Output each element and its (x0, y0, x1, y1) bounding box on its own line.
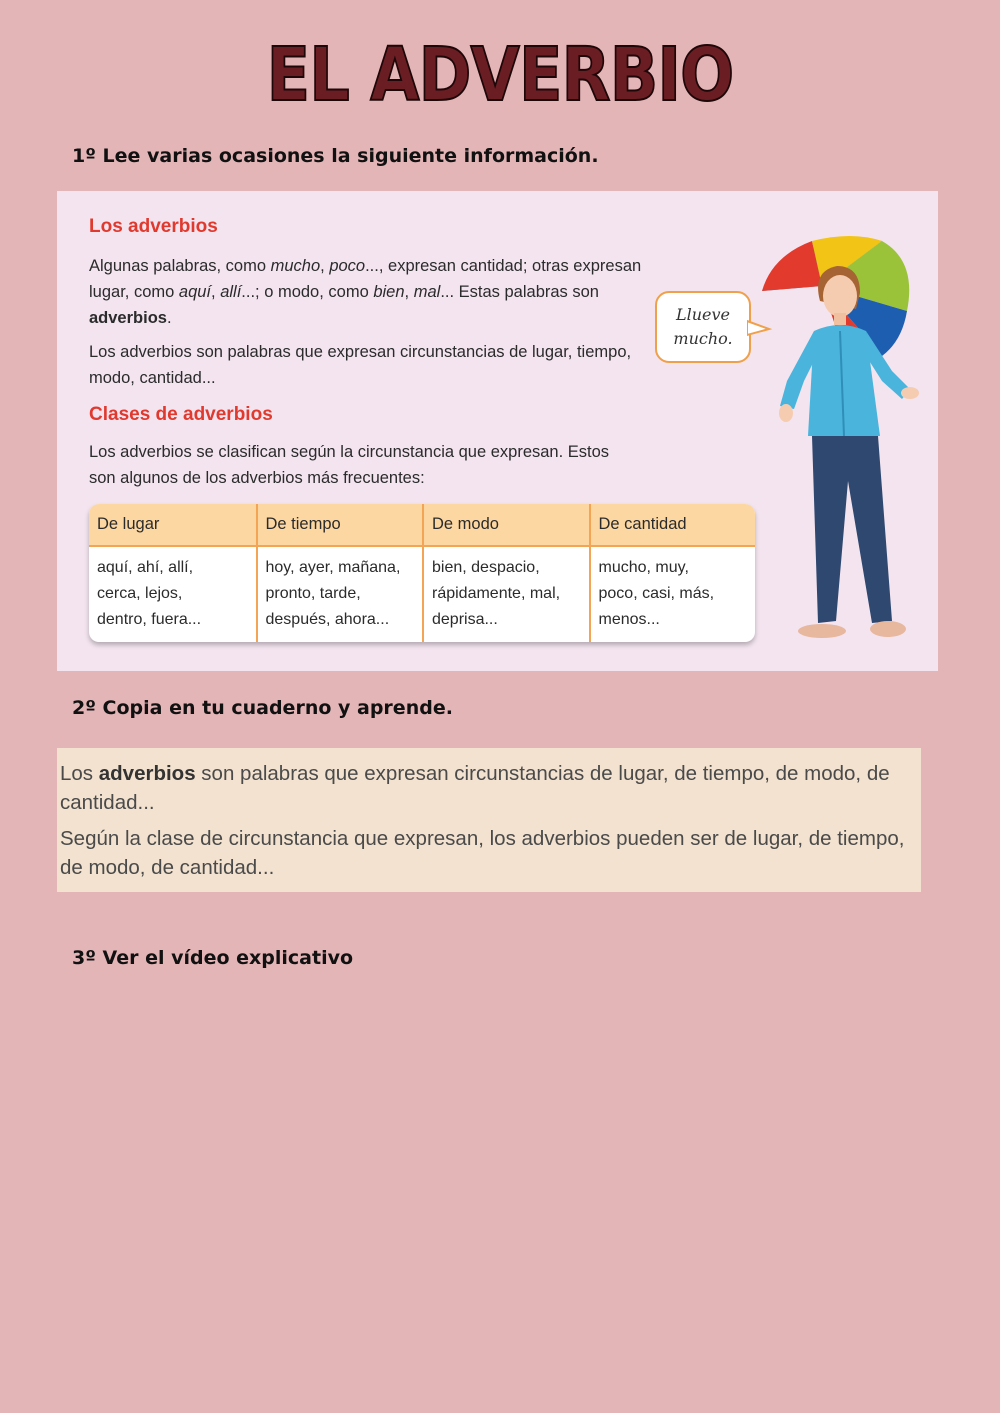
paragraph-classification: Los adverbios se clasifican según la circunstancia que expresan. Estos son algunos de los adverbios más frecuentes: (89, 443, 610, 487)
step-2-instruction: 2º Copia en tu cuaderno y aprende. (72, 697, 453, 719)
table-header: De cantidad (589, 504, 756, 547)
paragraph-circumstances: Los adverbios son palabras que expresan circunstancias de lugar, tiempo, modo, cantidad... (89, 343, 632, 387)
step-3-instruction: 3º Ver el vídeo explicativo (72, 947, 354, 969)
page-title: EL ADVERBIO (266, 32, 734, 118)
table-cell: aquí, ahí, allí, cerca, lejos, dentro, fuera... (97, 559, 202, 628)
table-header: De modo (422, 504, 589, 547)
speech-bubble (655, 291, 751, 363)
table-header: De tiempo (256, 504, 423, 547)
speech-bubble-line: Llueve (675, 305, 731, 324)
info-card (57, 191, 938, 671)
girl-with-umbrella-illustration (752, 231, 938, 661)
heading-los-adverbios: Los adverbios (89, 216, 218, 237)
summary-paragraph-1: Los adverbios son palabras que expresan circunstancias de lugar, de tiempo, de modo, de cantidad... (60, 762, 890, 814)
step-1-instruction: 1º Lee varias ocasiones la siguiente información. (72, 145, 599, 167)
heading-clases-de-adverbios: Clases de adverbios (89, 404, 273, 425)
table-cell: mucho, muy, poco, casi, más, menos... (589, 547, 756, 642)
summary-box (57, 748, 921, 892)
table-cell: hoy, ayer, mañana, pronto, tarde, después, ahora... (256, 547, 423, 642)
table-header: De lugar (89, 504, 256, 547)
speech-bubble-line: mucho. (673, 329, 733, 348)
adverb-table (89, 504, 755, 642)
summary-paragraph-2: Según la clase de circunstancia que expresan, los adverbios pueden ser de lugar, de tiempo, de modo, de cantidad... (60, 827, 905, 879)
paragraph-definition: Algunas palabras, como mucho, poco..., expresan cantidad; otras expresan lugar, como aquí, allí...; o modo, como bien, mal... Estas palabras son adverbios. (89, 257, 642, 327)
table-cell: bien, despacio, rápidamente, mal, deprisa... (422, 547, 589, 642)
